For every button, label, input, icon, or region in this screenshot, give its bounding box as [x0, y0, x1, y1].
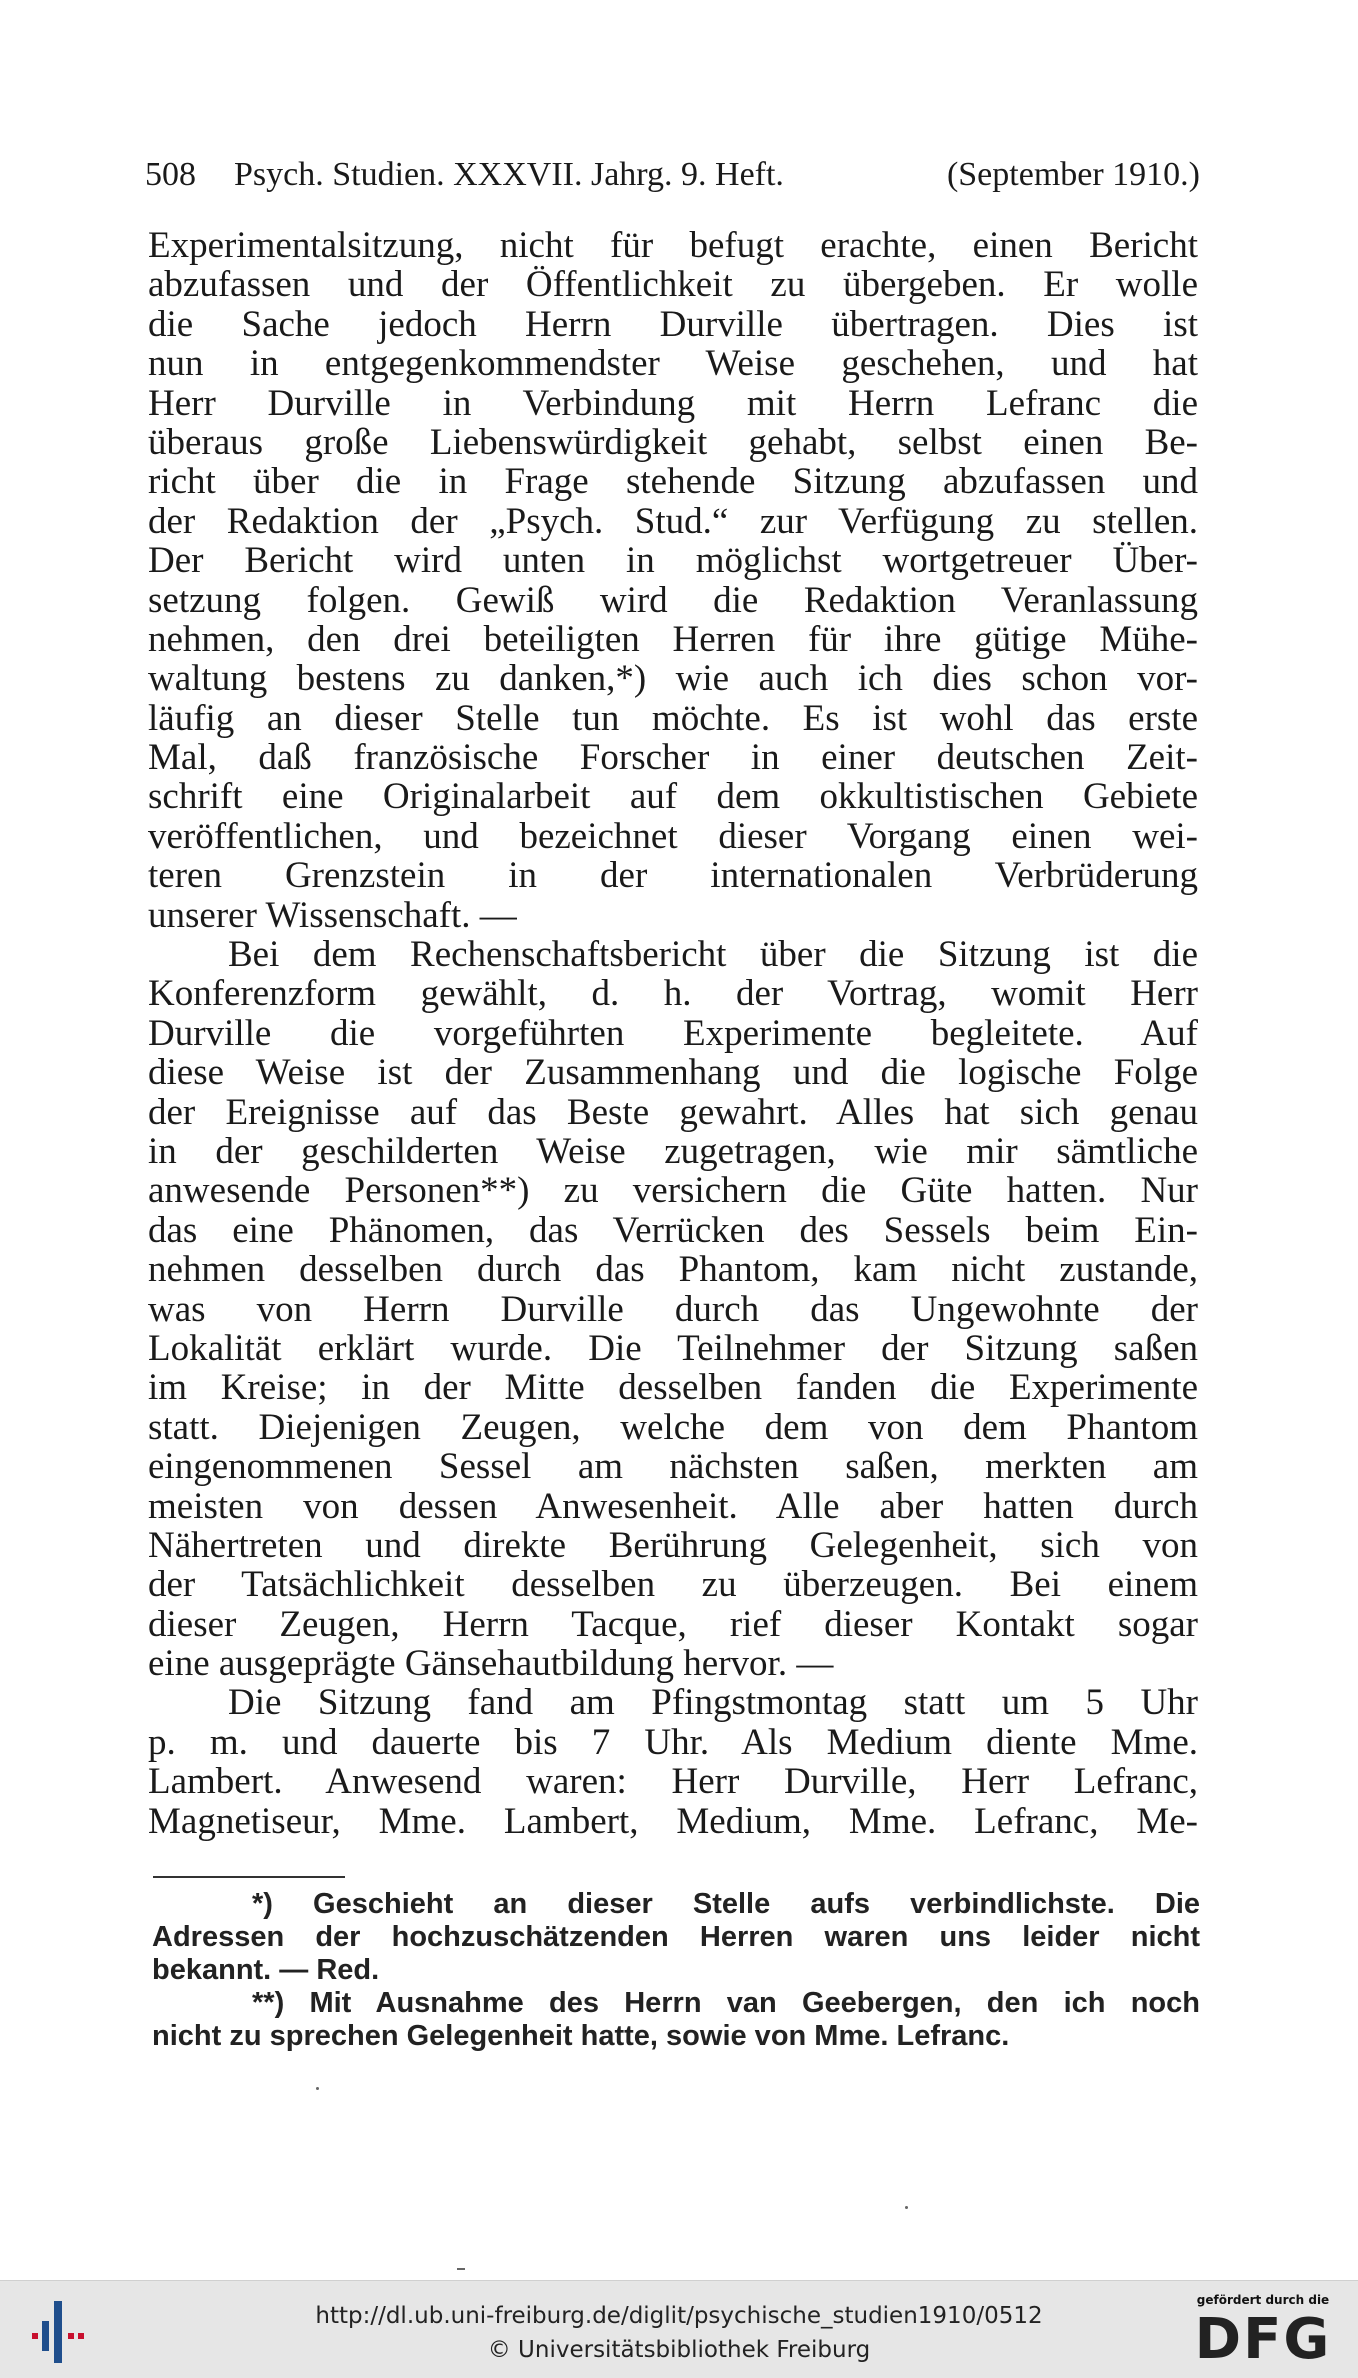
text-line: im Kreise; in der Mitte desselben fanden die Experimente — [148, 1367, 1198, 1409]
text-line: läufig an dieser Stelle tun möchte. Es ist wohl das erste — [148, 697, 1198, 739]
footnote-line: **) Mit Ausnahme des Herrn van Geebergen, den ich noch — [252, 1987, 1200, 2019]
text-line: überaus große Liebenswürdigkeit gehabt, selbst einen Be- — [148, 421, 1198, 463]
footnotes — [152, 1888, 1200, 2053]
text-line: das eine Phänomen, das Verrücken des Sessels beim Ein- — [148, 1209, 1198, 1251]
text-line: waltung bestens zu danken,*) wie auch ich dies schon vor- — [148, 658, 1198, 700]
scan-speck — [457, 2268, 465, 2270]
text-line: dieser Zeugen, Herrn Tacque, rief dieser Kontakt sogar — [148, 1603, 1198, 1645]
text-line: die Sache jedoch Herrn Durville übertragen. Dies ist — [148, 303, 1198, 345]
text-line: nehmen, den drei beteiligten Herren für ihre gütige Mühe- — [148, 618, 1198, 660]
text-line: Die Sitzung fand am Pfingstmontag statt um 5 Uhr — [228, 1682, 1198, 1724]
text-line: der Ereignisse auf das Beste gewahrt. Alles hat sich genau — [148, 1091, 1198, 1133]
scan-speck — [316, 2087, 319, 2090]
text-line: Lambert. Anwesend waren: Herr Durville, Herr Lefranc, — [148, 1761, 1198, 1803]
copyright-notice: © Universitätsbibliothek Freiburg — [487, 2337, 871, 2363]
text-line: richt über die in Frage stehende Sitzung abzufassen und — [148, 461, 1198, 503]
text-line: Magnetiseur, Mme. Lambert, Medium, Mme. Lefranc, Me- — [148, 1800, 1198, 1842]
running-title: Psych. Studien. XXXVII. Jahrg. 9. Heft. — [234, 156, 784, 193]
text-line: Durville die vorgeführten Experimente begleitete. Auf — [148, 1012, 1198, 1054]
text-line: diese Weise ist der Zusammenhang und die logische Folge — [148, 1052, 1198, 1094]
text-line: Konferenzform gewählt, d. h. der Vortrag, womit Herr — [148, 973, 1198, 1015]
text-line: Lokalität erklärt wurde. Die Teilnehmer der Sitzung saßen — [148, 1327, 1198, 1369]
text-line: anwesende Personen**) zu versichern die Güte hatten. Nur — [148, 1170, 1198, 1212]
text-line: was von Herrn Durville durch das Ungewohnte der — [148, 1288, 1198, 1330]
text-line: schrift eine Originalarbeit auf dem okkultistischen Gebiete — [148, 776, 1198, 818]
text-line: statt. Diejenigen Zeugen, welche dem von dem Phantom — [148, 1406, 1198, 1448]
running-header — [145, 156, 1200, 194]
footnote-line: bekannt. — Red. — [152, 1954, 380, 1986]
text-line: Der Bericht wird unten in möglichst wortgetreuer Über- — [148, 540, 1198, 582]
funding-caption: gefördert durch die — [1196, 2293, 1330, 2307]
footnote-line: Adressen der hochzuschätzenden Herren waren uns leider nicht — [152, 1921, 1200, 1953]
text-line: in der geschilderten Weise zugetragen, wie mir sämtliche — [148, 1130, 1198, 1172]
text-line: p. m. und dauerte bis 7 Uhr. Als Medium diente Mme. — [148, 1721, 1198, 1763]
text-line: veröffentlichen, und bezeichnet dieser Vorgang einen wei- — [148, 815, 1198, 857]
viewer-footer — [0, 2280, 1358, 2378]
text-line: Herr Durville in Verbindung mit Herrn Lefranc die — [148, 382, 1198, 424]
footnote-line: *) Geschieht an dieser Stelle aufs verbindlichste. Die — [252, 1888, 1200, 1920]
text-line: unserer Wissenschaft. — — [148, 894, 517, 936]
permalink-url[interactable]: http://dl.ub.uni-freiburg.de/diglit/psychische_studien1910/0512 — [315, 2303, 1043, 2329]
text-line: abzufassen und der Öffentlichkeit zu übergeben. Er wolle — [148, 264, 1198, 306]
footnote-line: nicht zu sprechen Gelegenheit hatte, sowie von Mme. Lefranc. — [152, 2020, 1010, 2052]
dfg-logo: DFG — [1194, 2307, 1332, 2372]
text-line: Experimentalsitzung, nicht für befugt erachte, einen Bericht — [148, 225, 1198, 266]
text-line: Bei dem Rechenschaftsbericht über die Sitzung ist die — [228, 934, 1198, 976]
text-line: teren Grenzstein in der internationalen Verbrüderung — [148, 855, 1198, 897]
issue-date: (September 1910.) — [946, 156, 1200, 193]
text-line: eine ausgeprägte Gänsehautbildung hervor. — — [148, 1643, 834, 1685]
text-line: der Redaktion der „Psych. Stud.“ zur Verfügung zu stellen. — [148, 500, 1198, 542]
text-line: meisten von dessen Anwesenheit. Alle aber hatten durch — [148, 1485, 1198, 1527]
text-line: setzung folgen. Gewiß wird die Redaktion Veranlassung — [148, 579, 1198, 621]
text-line: eingenommenen Sessel am nächsten saßen, merkten am — [148, 1446, 1198, 1488]
page-number: 508 — [145, 156, 196, 193]
text-line: der Tatsächlichkeit desselben zu überzeugen. Bei einem — [148, 1564, 1198, 1606]
text-line: Mal, daß französische Forscher in einer deutschen Zeit- — [148, 737, 1198, 779]
footnote-divider — [153, 1876, 345, 1878]
scan-speck — [905, 2206, 908, 2209]
text-line: nehmen desselben durch das Phantom, kam nicht zustande, — [148, 1249, 1198, 1291]
text-line: nun in entgegenkommendster Weise geschehen, und hat — [148, 343, 1198, 385]
body-text — [148, 226, 1198, 1841]
text-line: Nähertreten und direkte Berührung Gelegenheit, sich von — [148, 1524, 1198, 1566]
